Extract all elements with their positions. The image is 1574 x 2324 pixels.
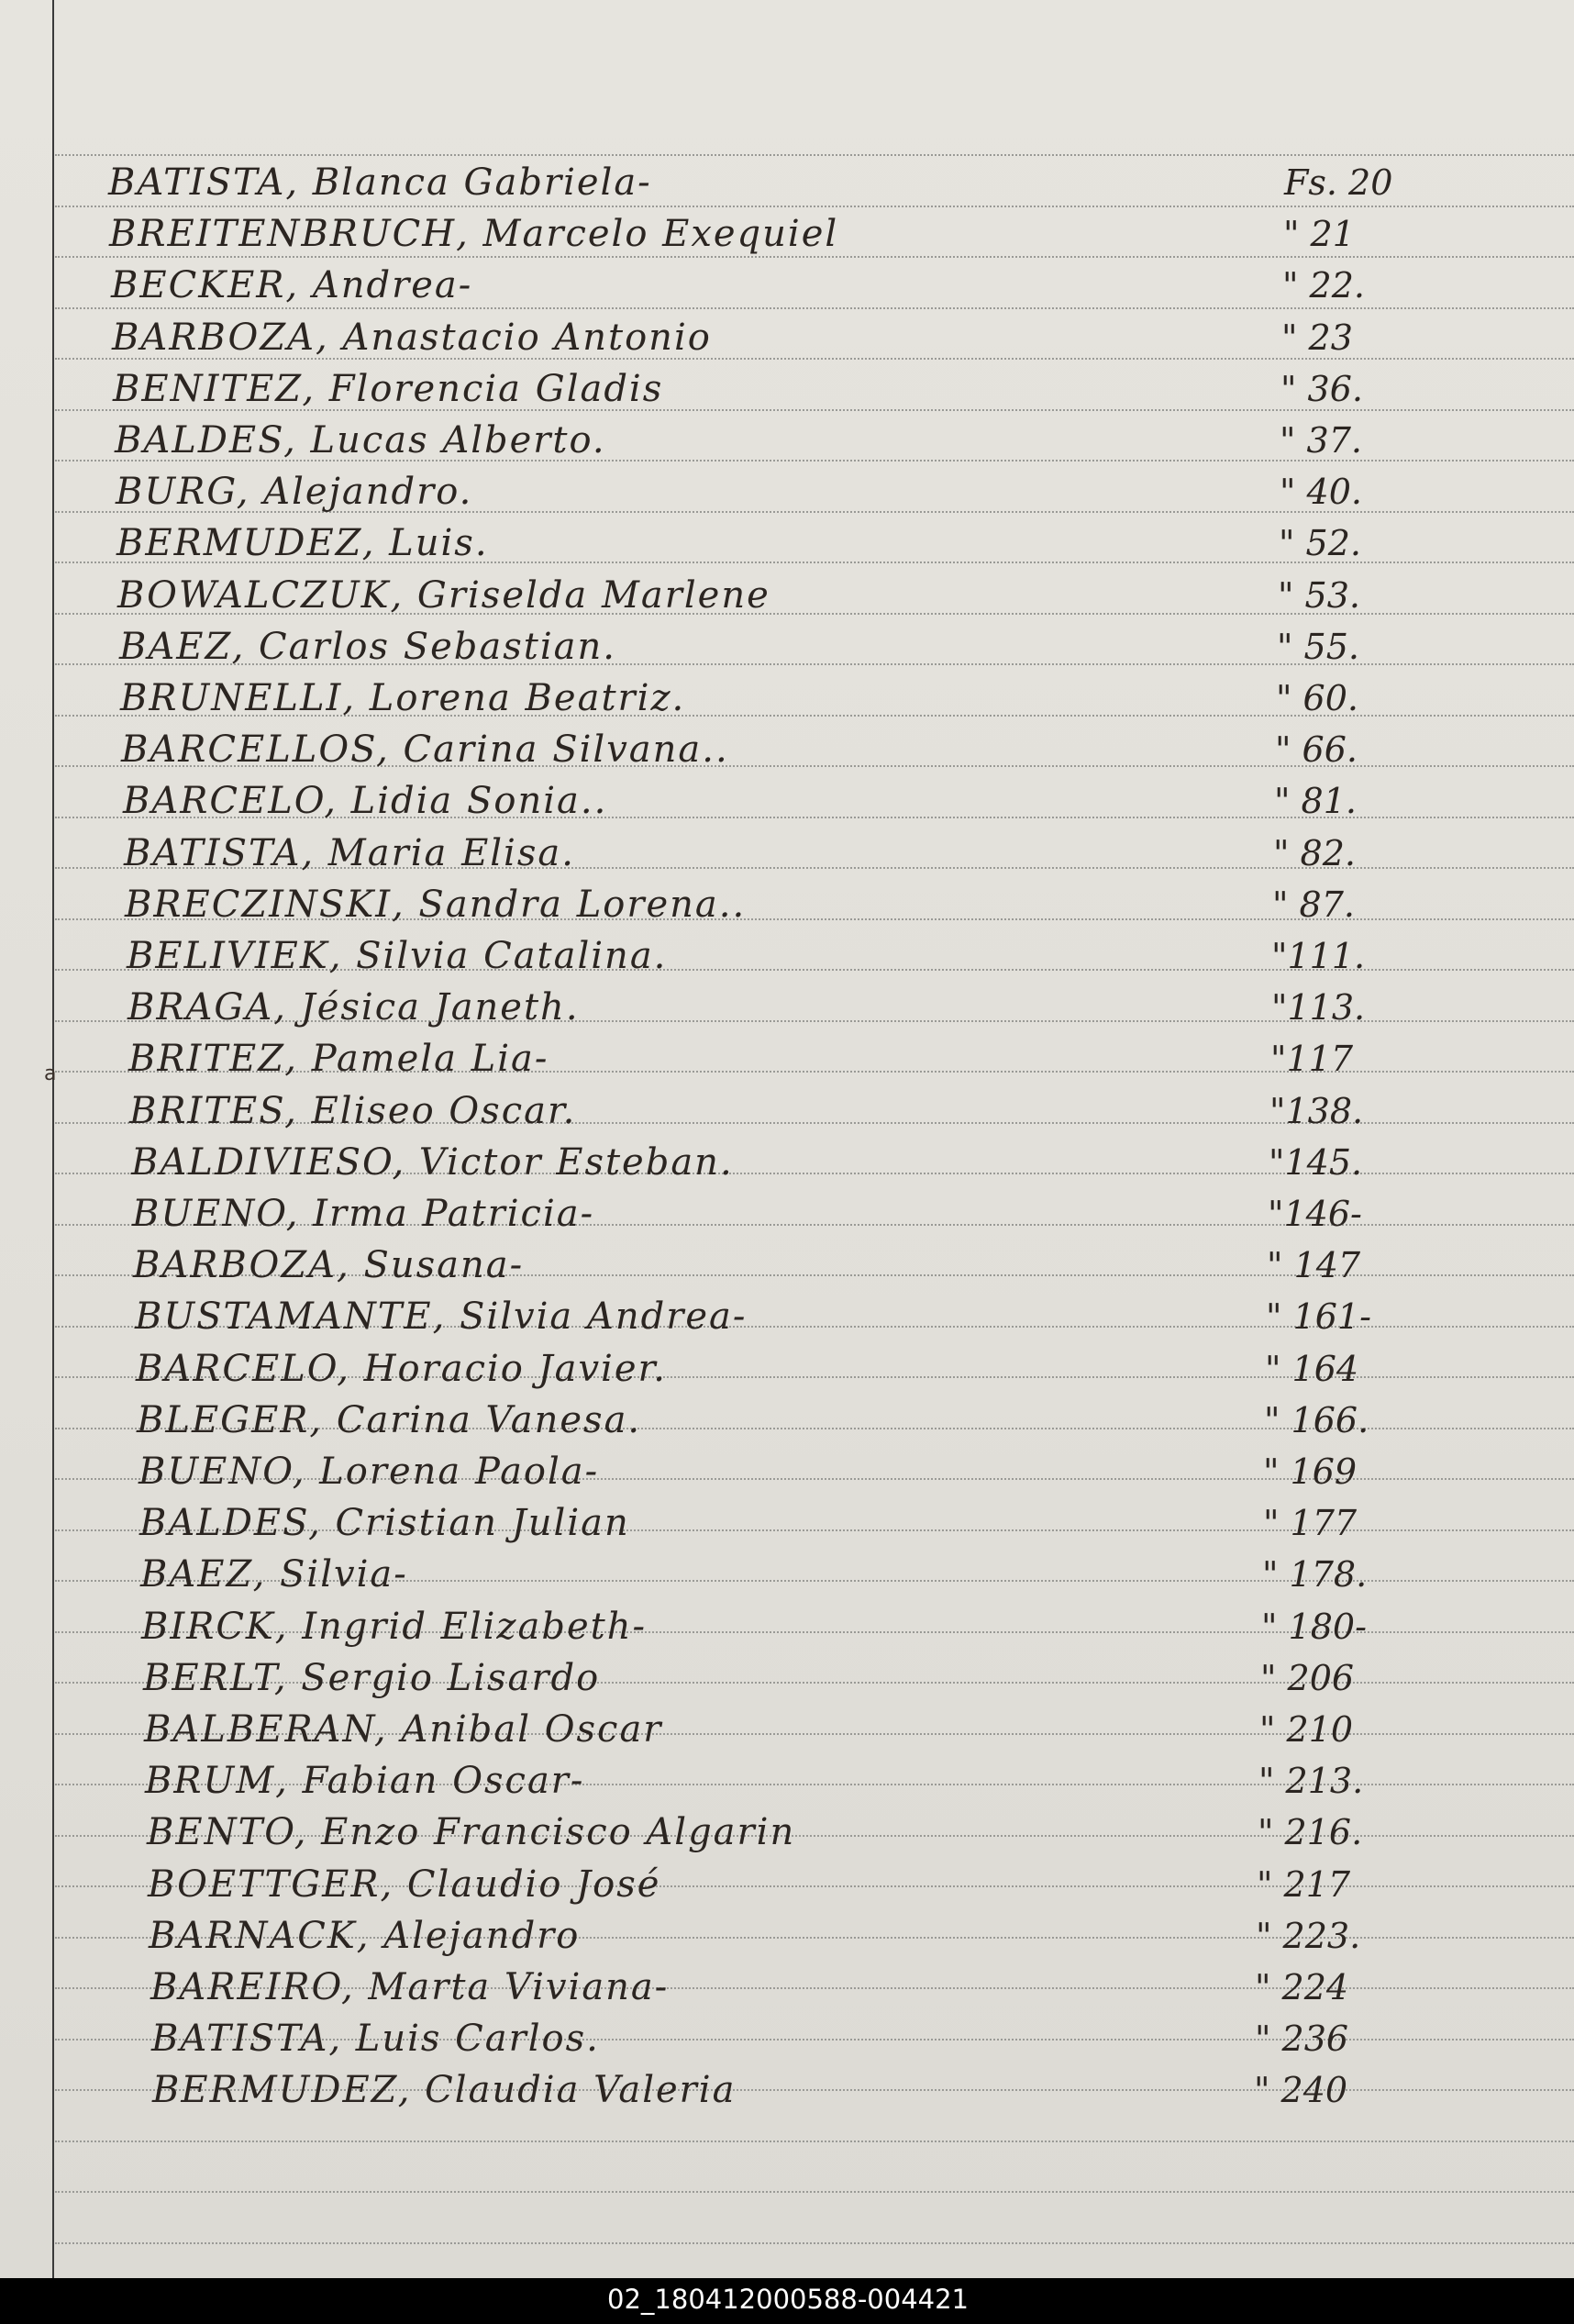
entry-name: BARCELO, Lidia Sonia.. [123,780,608,822]
list-item [0,1602,1574,1651]
list-item [0,2014,1574,2063]
entry-folio: " 180- [1261,1607,1367,1647]
list-item [0,1498,1574,1548]
entry-name: BRUM, Fabian Oscar- [145,1760,585,1802]
entry-name: BENTO, Enzo Francisco Algarin [147,1811,796,1853]
entry-name: BALBERAN, Anibal Oscar [144,1708,663,1751]
list-item [0,1860,1574,1909]
entry-folio: " 210 [1259,1709,1354,1750]
list-item [0,313,1574,362]
entry-folio: " 206 [1260,1658,1355,1698]
entry-name: BERMUDEZ, Luis. [116,522,489,564]
list-item [0,880,1574,929]
list-item [0,931,1574,981]
list-item [0,622,1574,672]
entry-name: BALDES, Lucas Alberto. [115,419,606,461]
entry-name: BIRCK, Ingrid Elizabeth- [141,1606,647,1648]
entry-name: BARCELO, Horacio Javier. [136,1348,667,1390]
document-id: 02_180412000588-004421 [607,2284,969,2315]
entry-folio: "111. [1271,936,1366,976]
entry-folio: " 223. [1256,1916,1361,1956]
list-item [0,1344,1574,1394]
list-item [0,1447,1574,1496]
entry-folio: " 82. [1273,833,1356,873]
list-item [0,776,1574,826]
entry-name: BRUNELLI, Lorena Beatriz. [120,677,686,719]
list-item [0,1550,1574,1599]
entry-folio: " 37. [1280,420,1362,461]
entry-name: BATISTA, Luis Carlos. [151,2018,600,2060]
entry-folio: " 53. [1278,575,1360,616]
entry-folio: " 240 [1254,2070,1348,2110]
entry-name: BUENO, Lorena Paola- [139,1451,600,1493]
list-item [0,416,1574,465]
list-item [0,1653,1574,1703]
entry-folio: " 161- [1266,1296,1371,1337]
list-item [0,1086,1574,1136]
entry-name: BLEGER, Carina Vanesa. [137,1399,642,1441]
entry-folio: " 52. [1279,523,1361,563]
entry-name: BALDIVIESO, Victor Esteban. [131,1141,734,1184]
entry-folio: " 224 [1255,1967,1349,2007]
entry-name: BALDES, Cristian Julian [139,1502,630,1544]
list-item [0,1189,1574,1239]
entry-folio: " 87. [1272,884,1355,925]
entry-folio: "138. [1269,1091,1364,1131]
entry-name: BUENO, Irma Patricia- [132,1193,595,1235]
entry-folio: " 40. [1280,472,1362,512]
entry-name: BECKER, Andrea- [111,264,473,306]
entry-folio: " 36. [1280,369,1363,409]
entry-folio: "117 [1270,1039,1354,1079]
list-item [0,209,1574,259]
entry-name: BAREIRO, Marta Viviana- [150,1966,670,2008]
margin-tick-mark: a [44,1062,57,1085]
entry-name: BAEZ, Carlos Sebastian. [119,626,616,668]
list-item [0,725,1574,774]
entry-folio: " 164 [1265,1349,1359,1389]
entry-folio: "113. [1271,987,1366,1028]
entry-name: BAEZ, Silvia- [140,1553,408,1596]
entry-name: BRITES, Eliseo Oscar. [129,1090,577,1132]
entry-name: BARBOZA, Susana- [133,1244,525,1286]
entry-name: BRITEZ, Pamela Lia- [128,1038,549,1080]
entry-name: BENITEZ, Florencia Gladis [113,368,664,410]
entry-name: BERLT, Sergio Lisardo [143,1657,601,1699]
list-item [0,673,1574,723]
list-item [0,1034,1574,1084]
list-item [0,467,1574,517]
entry-folio: " 21 [1283,214,1355,254]
entry-name: BARBOZA, Anastacio Antonio [112,317,712,359]
entry-name: BARCELLOS, Carina Silvana.. [121,728,729,771]
list-item [0,983,1574,1032]
list-item [0,364,1574,414]
list-item [0,1807,1574,1857]
entry-folio: " 166. [1264,1400,1369,1440]
entry-folio: " 60. [1276,678,1358,718]
list-item [0,1138,1574,1187]
entry-name: BELIVIEK, Silvia Catalina. [127,935,668,977]
entry-folio: " 236 [1255,2018,1349,2059]
entry-name: BATISTA, Maria Elisa. [124,832,575,874]
entry-name: BRAGA, Jésica Janeth. [127,986,580,1029]
entry-name: BRECZINSKI, Sandra Lorena.. [125,884,747,926]
entry-folio: "146- [1268,1194,1362,1234]
list-item [0,2065,1574,2115]
list-item [0,1292,1574,1341]
entry-name: BERMUDEZ, Claudia Valeria [152,2069,737,2111]
entry-folio: Fs. 20 [1284,162,1393,203]
entry-folio: " 55. [1277,627,1359,667]
entry-name: BARNACK, Alejandro [149,1915,581,1957]
entry-folio: " 178. [1262,1554,1368,1595]
list-item [0,1963,1574,2012]
entry-name: BATISTA, Blanca Gabriela- [108,161,652,204]
entry-name: BUSTAMANTE, Silvia Andrea- [135,1295,748,1338]
list-item [0,158,1574,207]
entry-folio: " 22. [1282,265,1365,306]
entry-folio: " 81. [1274,781,1357,821]
list-item [0,261,1574,310]
entry-folio: " 216. [1258,1812,1363,1852]
entry-folio: " 177 [1263,1503,1358,1543]
list-item [0,518,1574,568]
entry-name: BOETTGER, Claudio José [148,1863,661,1906]
list-item [0,1756,1574,1806]
list-item [0,1911,1574,1961]
entry-folio: " 213. [1258,1761,1364,1801]
entry-folio: "145. [1269,1142,1363,1183]
entry-folio: " 23 [1281,317,1353,358]
entry-folio: " 147 [1267,1245,1361,1285]
list-item [0,1705,1574,1754]
entry-name: BREITENBRUCH, Marcelo Exequiel [109,213,839,255]
entry-folio: " 217 [1257,1864,1351,1905]
list-item [0,1240,1574,1290]
entry-name: BOWALCZUK, Griselda Marlene [117,574,770,617]
list-item [0,571,1574,620]
entry-name: BURG, Alejandro. [116,471,473,513]
entry-folio: " 66. [1275,729,1358,770]
list-item [0,828,1574,878]
list-item [0,1396,1574,1445]
entry-folio: " 169 [1263,1451,1358,1492]
